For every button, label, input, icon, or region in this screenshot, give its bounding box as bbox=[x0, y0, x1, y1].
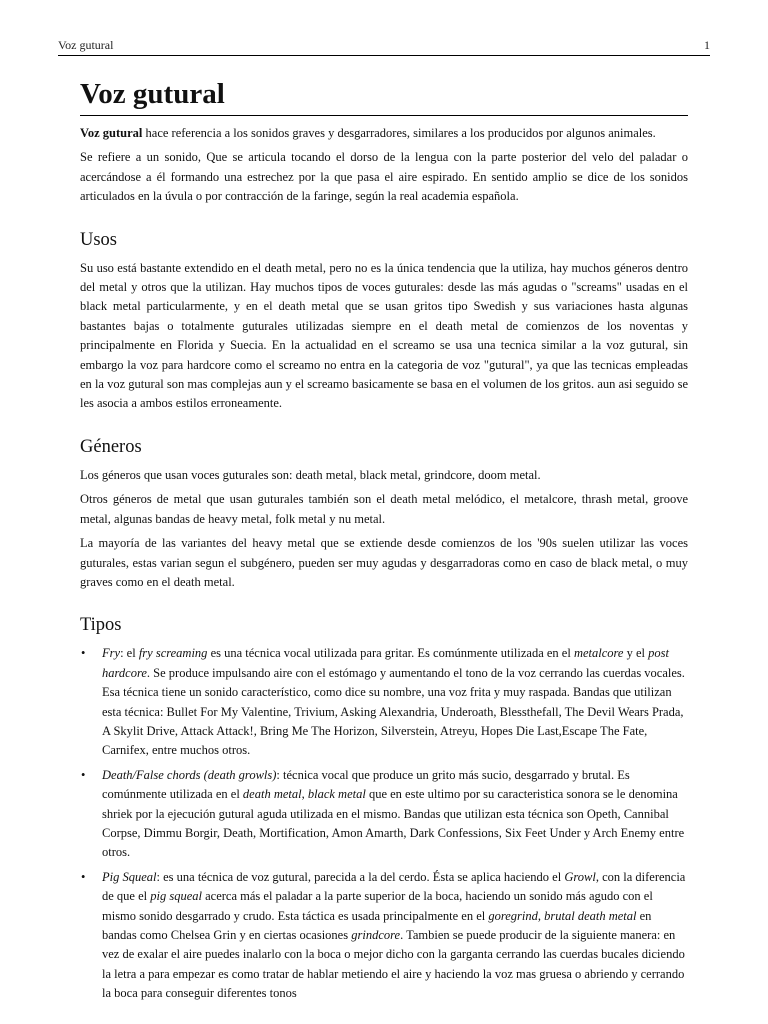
generos-paragraph-1: Los géneros que usan voces guturales son: death metal, black metal, grindcore, doom metal. bbox=[80, 467, 541, 482]
intro-text: hace referencia a los sonidos graves y desgarradores, similares a los producidos por algunos animales. bbox=[142, 126, 656, 140]
text: , bbox=[537, 908, 545, 923]
intro-paragraph bbox=[80, 124, 688, 143]
term: grindcore bbox=[351, 928, 401, 942]
term: pig squeal bbox=[150, 889, 202, 904]
text: es una técnica vocal utilizada para gritar. Es comúnmente utilizada en el bbox=[207, 646, 574, 661]
text: en bandas como Chelsea Grin y en ciertas ocasiones bbox=[102, 908, 652, 942]
term: fry screaming bbox=[138, 646, 208, 661]
text: . Se produce impulsando aire con el estómago y aumentando el tono de la voz cerrando las cuerdas vocales. Esa técnica tiene un sonido característico, como dice su nombre, una voz frita y muy raspada. Bandas que utilizan esta técnica: Bullet For My Valentine, Trivium, Asking Alexandria, Underoath, Blessthefall, The Devil Wears Prada, A Skylit Drive, Attack Attack!, Bring Me The Horizon, Silverstein, Atreyu, Hopes Die Last,Escape The Fate, Carnifex, entre muchos otros. bbox=[102, 665, 685, 758]
text: , con la diferencia de que el bbox=[102, 869, 686, 904]
text: : técnica vocal que produce un grito más sucio, desgarrado y brutal. Es comúnmente utilizada en el bbox=[102, 767, 630, 802]
list-item-death bbox=[80, 766, 688, 863]
text: acerca más el paladar a la parte superior de la boca, haciendo un sonido más agudo con el mismo sonido desgarrado y crudo. Esta táctica es usada principalmente en el bbox=[102, 889, 653, 923]
generos-paragraph-2: Otros géneros de metal que usan guturales también son el death metal melódico, el metalcore, thrash metal, groove metal, algunas bandas de heavy metal, folk metal y nu metal. bbox=[80, 492, 688, 526]
text: , bbox=[301, 787, 308, 802]
term-fry: Fry bbox=[102, 646, 121, 661]
term: brutal death metal bbox=[544, 908, 637, 923]
generos-paragraph-3: La mayoría de las variantes del heavy metal que se extiende desde comienzos de los '90s suelen utilizar las voces guturales, estas varian segun el subgénero, pueden ser muy agudas y desgarradoras como en caso de black metal, o muy graves como en el death metal. bbox=[80, 536, 688, 589]
term-death: Death/False chords (death growls) bbox=[102, 767, 277, 782]
intro-term: Voz gutural bbox=[80, 126, 143, 140]
text: : es una técnica de voz gutural, parecida a la del cerdo. Ésta se aplica haciendo el bbox=[156, 869, 565, 884]
usos-paragraph: Su uso está bastante extendido en el death metal, pero no es la única tendencia que la utiliza, hay muchos géneros dentro del metal y otros que la utilizan. Hay muchos tipos de voces guturales: desde las más agudas o "screams" usadas en el black metal particularmente, y en el death metal que se usan gritos tipo Swedish y sus variaciones hasta algunas bastantes bajas o totalmente guturales utilizadas siempre en el death metal de comienzos de los noventas y principalmente en Florida y Suecia. En la actualidad en el screamo se usa una tecnica similar a la voz gutural, sin embargo la voz para hardcore como el screamo no entra en la categoria de voz "gutural", ya que las tecnicas empleadas en la voz gutural son mas complejas aun y el screamo basicamente se basa en el volumen de los gritos. aun asi seguido se les asocia a ambos estilos erroneamente. bbox=[80, 260, 688, 411]
term-pig-squeal: Pig Squeal bbox=[102, 869, 157, 884]
term: black metal bbox=[307, 787, 366, 802]
definition-paragraph: Se refiere a un sonido, Que se articula tocando el dorso de la lengua con la parte posterior del velo del paladar o acercándose a él formando una estrechez por la que pasa el aire espirado. En sentido amplio se dice de los sonidos articulados en la úvula o por contracción de la faringe, según la real academia española. bbox=[80, 150, 688, 204]
running-header bbox=[58, 38, 710, 56]
section-heading-usos: Usos bbox=[80, 229, 118, 250]
text: . Tambien se puede producir de la siguiente manera: en vez de exalar el aire puedes inalarlo con la boca o mejor dicho con la garganta cerrando las cuerdas bucales diciendo la letra a para empezar es como tratar de hablar metiendo el aire y haciendo la voz mas gruesa o abriendo y cerrando la boca para conseguir diferentes tonos bbox=[102, 928, 685, 1001]
tipos-list bbox=[80, 644, 688, 1003]
term: Growl bbox=[564, 869, 596, 884]
list-item-pig-squeal bbox=[80, 868, 688, 1004]
list-item-fry bbox=[80, 644, 688, 760]
text: y el bbox=[623, 646, 649, 661]
text: que en este ultimo por su caracteristica sonora se le denomina shriek por la ejecución gutural aguda utilizada en el mismo. Bandas que utilizan esta técnica son Opeth, Cannibal Corpse, Dimmu Borgir, Death, Mortification, Amon Amarth, Dark Confessions, Six Feet Under y Arch Enemy entre otros. bbox=[102, 787, 685, 860]
text: : el bbox=[120, 646, 139, 661]
page-number: 1 bbox=[704, 38, 710, 52]
article-title: Voz gutural bbox=[80, 77, 688, 116]
term: metalcore bbox=[573, 646, 624, 661]
term: goregrind bbox=[488, 908, 538, 923]
bullet: • bbox=[81, 767, 86, 782]
term: post hardcore bbox=[102, 646, 669, 680]
section-heading-generos: Géneros bbox=[80, 436, 142, 457]
bullet: • bbox=[81, 869, 86, 884]
running-header-title: Voz gutural bbox=[58, 38, 114, 52]
term: death metal bbox=[242, 787, 302, 802]
bullet: • bbox=[81, 646, 86, 661]
section-heading-tipos: Tipos bbox=[80, 615, 122, 636]
article-body bbox=[80, 77, 688, 1009]
